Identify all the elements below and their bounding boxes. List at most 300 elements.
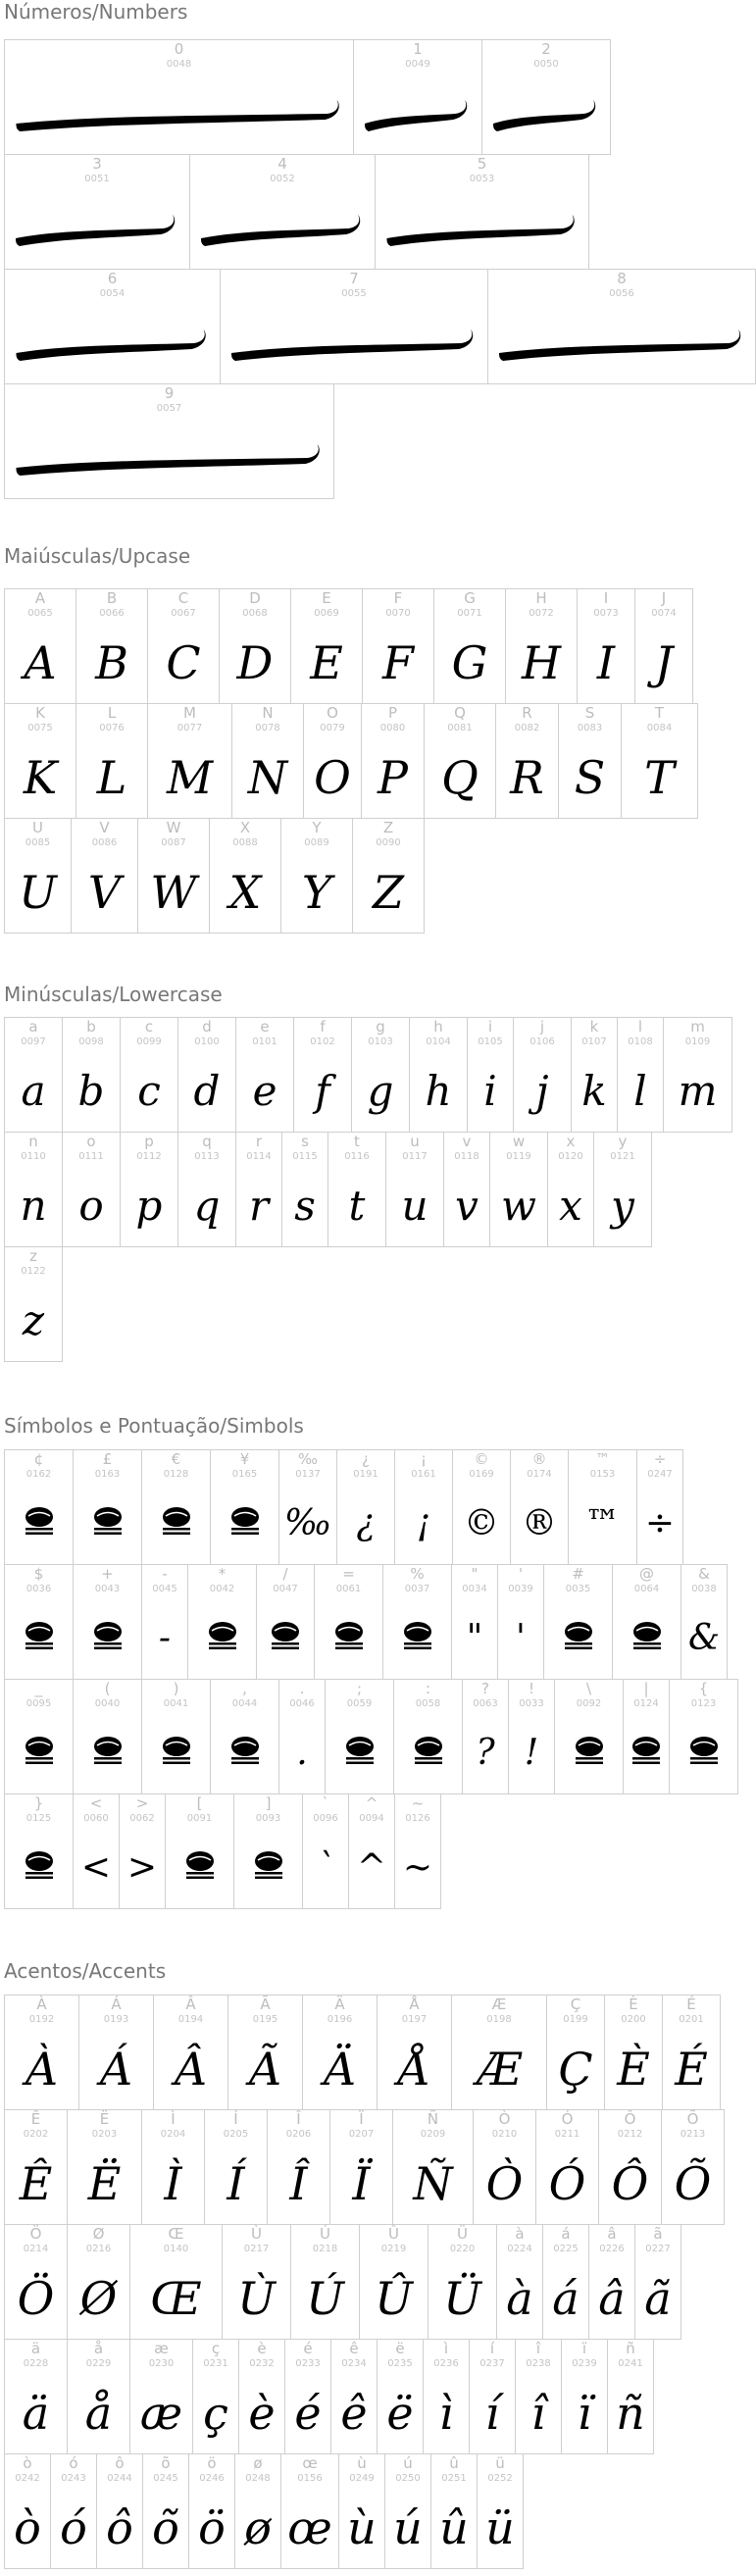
glyph-cell: [4, 269, 221, 384]
glyph-char-label: ¢: [33, 1450, 44, 1468]
glyph-sample: ‰: [283, 1503, 332, 1543]
glyph-sample: R: [510, 751, 544, 804]
glyph-row: [4, 818, 697, 933]
glyph-cell: [558, 703, 622, 819]
glyph-cell: [336, 1449, 395, 1565]
glyph-char-label: g: [376, 1018, 385, 1035]
missing-glyph-badge-icon: [630, 1619, 664, 1652]
glyph-cell: [278, 1679, 326, 1794]
glyph-cell: [593, 1132, 652, 1247]
glyph-code-label: 0105: [478, 1036, 503, 1047]
glyph-cell: [129, 2339, 193, 2454]
glyph-sample: ': [516, 1618, 526, 1658]
glyph-sample: Ï: [352, 2157, 371, 2210]
glyph-code-label: 0118: [454, 1151, 479, 1162]
glyph-code-label: 0053: [469, 174, 495, 184]
glyph-sample: Ç: [558, 2043, 593, 2096]
glyph-sample: ó: [60, 2501, 87, 2554]
glyph-char-label: F: [393, 589, 403, 607]
glyph-code-label: 0078: [255, 723, 280, 733]
glyph-code-label: 0206: [285, 2129, 312, 2140]
glyph-code-label: 0077: [176, 723, 203, 733]
glyph-sample: B: [95, 636, 128, 689]
glyph-sample: [190, 188, 375, 269]
glyph-char-label: Œ: [168, 2225, 184, 2243]
glyph-char-label: è: [257, 2340, 267, 2357]
glyph-sample: P: [378, 751, 408, 804]
missing-glyph-badge-icon: [573, 1734, 606, 1767]
swash-glyph: [14, 438, 325, 478]
section-title: Maiúsculas/Upcase: [4, 544, 191, 568]
glyph-code-label: 0209: [420, 2129, 446, 2140]
glyph-row: [4, 1564, 737, 1679]
glyph-cell: [141, 1564, 188, 1680]
glyph-char-label: Ú: [320, 2225, 330, 2243]
glyph-char-label: œ: [302, 2454, 318, 2472]
glyph-cell: [543, 1564, 613, 1680]
glyph-cell: [227, 1995, 303, 2110]
glyph-code-label: 0075: [27, 723, 53, 733]
glyph-code-label: 0082: [514, 723, 540, 733]
glyph-char-label: n: [28, 1133, 38, 1150]
glyph-cell: [71, 818, 138, 934]
glyph-char-label: Ü: [457, 2225, 468, 2243]
glyph-cell: [234, 2453, 281, 2569]
glyph-cell: [443, 1132, 490, 1247]
glyph-char-label: r: [255, 1133, 263, 1150]
glyph-cell: [188, 2453, 235, 2569]
glyph-sample: e: [252, 1067, 277, 1115]
swash-glyph: [199, 209, 366, 248]
glyph-code-label: 0057: [156, 403, 182, 414]
glyph-char-label: ;: [356, 1680, 363, 1697]
glyph-code-label: 0224: [507, 2244, 532, 2254]
glyph-code-label: 0233: [295, 2358, 321, 2369]
glyph-sample: Q: [441, 751, 479, 804]
glyph-code-label: 0192: [28, 2014, 55, 2025]
swash-glyph: [229, 324, 479, 363]
glyph-sample: Z: [373, 866, 404, 919]
glyph-sample: &: [687, 1618, 721, 1658]
glyph-sample: œ: [287, 2501, 332, 2554]
glyph-char-label: +: [101, 1565, 114, 1583]
glyph-sample: H: [521, 636, 562, 689]
glyph-char-label: ø: [253, 2454, 263, 2472]
glyph-cell: [663, 1017, 732, 1133]
glyph-sample: z: [22, 1296, 45, 1344]
glyph-char-label: T: [654, 704, 665, 722]
glyph-sample: j: [535, 1067, 549, 1115]
glyph-char-label: Æ: [491, 1995, 507, 2013]
glyph-code-label: 0237: [479, 2358, 505, 2369]
glyph-cell: [680, 1564, 728, 1680]
swash-stroke: [16, 444, 319, 476]
glyph-sample: J: [654, 636, 674, 689]
glyph-cell: [634, 2224, 681, 2340]
glyph-sample: ã: [644, 2272, 672, 2325]
glyph-code-label: 0091: [186, 1813, 213, 1824]
glyph-code-label: 0245: [153, 2473, 178, 2484]
glyph-code-label: 0115: [292, 1151, 318, 1162]
glyph-sample: y: [611, 1182, 634, 1230]
glyph-char-label: Q: [454, 704, 466, 722]
section-title: Números/Numbers: [4, 0, 188, 24]
glyph-sample: ÷: [644, 1503, 676, 1543]
glyph-char-label: Ê: [30, 2110, 41, 2128]
glyph-cell: [546, 1995, 605, 2110]
swash-glyph: [491, 94, 601, 133]
glyph-code-label: 0236: [433, 2358, 459, 2369]
glyph-cell: [352, 818, 425, 934]
glyph-sample: M: [166, 751, 214, 804]
glyph-sample: [5, 74, 353, 154]
glyph-cell: [473, 2109, 536, 2225]
glyph-row: [4, 703, 697, 818]
glyph-cell: [76, 588, 148, 704]
missing-glyph-badge-icon: [401, 1619, 434, 1652]
glyph-char-label: í: [489, 2340, 495, 2357]
glyph-code-label: 0096: [313, 1813, 338, 1824]
glyph-cell: [329, 2109, 393, 2225]
glyph-sample: [5, 188, 189, 269]
glyph-sample: è: [248, 2387, 276, 2440]
glyph-code-label: 0059: [346, 1698, 373, 1709]
glyph-code-label: 0044: [231, 1698, 258, 1709]
swash-glyph: [363, 94, 473, 133]
glyph-code-label: 0058: [415, 1698, 441, 1709]
glyph-char-label: 1: [413, 40, 423, 58]
glyph-code-label: 0069: [314, 608, 339, 619]
glyph-char-label: (: [104, 1680, 111, 1697]
glyph-char-label: 9: [164, 384, 175, 402]
glyph-char-label: e: [260, 1018, 270, 1035]
glyph-sample: N: [247, 751, 288, 804]
glyph-cell: [187, 1564, 257, 1680]
glyph-code-label: 0244: [107, 2473, 132, 2484]
glyph-cell: [256, 1564, 315, 1680]
glyph-sample: E: [310, 636, 343, 689]
glyph-code-label: 0239: [572, 2358, 597, 2369]
glyph-code-label: 0033: [519, 1698, 544, 1709]
glyph-char-label: 3: [92, 155, 102, 173]
glyph-sample: Í: [227, 2157, 245, 2210]
glyph-code-label: 0216: [85, 2244, 112, 2254]
glyph-code-label: 0225: [553, 2244, 579, 2254]
glyph-sample: í: [484, 2387, 500, 2440]
glyph-code-label: 0232: [249, 2358, 275, 2369]
glyph-code-label: 0243: [61, 2473, 86, 2484]
glyph-sample: k: [581, 1067, 607, 1115]
swash-glyph: [14, 94, 344, 133]
glyph-sample: Ì: [164, 2157, 182, 2210]
glyph-code-label: 0205: [223, 2129, 249, 2140]
glyph-char-label: ë: [395, 2340, 405, 2357]
glyph-sample: õ: [152, 2501, 179, 2554]
glyph-row: [4, 2109, 724, 2224]
glyph-cell: [177, 1017, 236, 1133]
glyph-sample: Ñ: [413, 2157, 453, 2210]
glyph-sample: [221, 303, 487, 383]
glyph-code-label: 0035: [565, 1584, 591, 1594]
glyph-char-label: -: [162, 1565, 168, 1583]
glyph-sample: <: [80, 1847, 112, 1888]
glyph-sample: Ú: [306, 2272, 344, 2325]
glyph-sample: ü: [485, 2501, 515, 2554]
glyph-char-label: q: [202, 1133, 212, 1150]
glyph-char-label: ¡: [420, 1450, 427, 1468]
glyph-cell: [284, 2339, 331, 2454]
glyph-cell: [535, 2109, 599, 2225]
glyph-sample: Ã: [248, 2043, 282, 2096]
glyph-row: [4, 2339, 724, 2453]
glyph-char-label: à: [515, 2225, 525, 2243]
glyph-cell: [661, 2109, 725, 2225]
glyph-char-label: P: [387, 704, 398, 722]
glyph-code-label: 0047: [273, 1584, 298, 1594]
glyph-cell: [623, 1679, 670, 1794]
glyph-char-label: #: [572, 1565, 584, 1583]
glyph-code-label: 0099: [136, 1036, 162, 1047]
glyph-sample: m: [678, 1067, 718, 1115]
section-title: Símbolos e Pontuação/Simbols: [4, 1414, 304, 1438]
glyph-code-label: 0116: [344, 1151, 370, 1162]
glyph-sample: Õ: [674, 2157, 712, 2210]
glyph-sample: I: [596, 636, 616, 689]
glyph-cell: [290, 588, 363, 704]
glyph-cell: [120, 1017, 178, 1133]
swash-stroke: [16, 215, 175, 246]
missing-glyph-badge-icon: [91, 1619, 125, 1652]
glyph-code-label: 0201: [679, 2014, 704, 2025]
glyph-code-label: 0081: [447, 723, 473, 733]
glyph-code-label: 0203: [91, 2129, 118, 2140]
glyph-sample: d: [193, 1067, 221, 1115]
glyph-sample: ö: [198, 2501, 226, 2554]
glyph-cell: [281, 1132, 328, 1247]
glyph-code-label: 0119: [506, 1151, 531, 1162]
glyph-sample: h: [425, 1067, 452, 1115]
glyph-sample: â: [598, 2272, 626, 2325]
glyph-char-label: V: [99, 819, 110, 836]
glyph-code-label: 0124: [633, 1698, 659, 1709]
glyph-code-label: 0066: [99, 608, 125, 619]
glyph-cell: [481, 39, 611, 155]
glyph-code-label: 0110: [21, 1151, 46, 1162]
glyph-code-label: 0041: [163, 1698, 189, 1709]
glyph-sample: Ö: [17, 2272, 55, 2325]
glyph-code-label: 0126: [405, 1813, 430, 1824]
glyph-code-label: 0097: [21, 1036, 46, 1047]
glyph-sample: ä: [22, 2387, 50, 2440]
glyph-sample: û: [439, 2501, 469, 2554]
glyph-char-label: {: [698, 1680, 709, 1697]
glyph-code-label: 0086: [91, 837, 118, 848]
glyph-cell: [177, 1132, 236, 1247]
glyph-char-label: d: [202, 1018, 212, 1035]
glyph-cell: [505, 588, 578, 704]
glyph-code-label: 0103: [368, 1036, 393, 1047]
glyph-cell: [497, 1564, 544, 1680]
glyph-char-label: ù: [357, 2454, 367, 2472]
glyph-code-label: 0093: [255, 1813, 281, 1824]
glyph-sample: K: [23, 751, 58, 804]
glyph-code-label: 0074: [651, 608, 677, 619]
glyph-code-label: 0248: [245, 2473, 271, 2484]
glyph-char-label: Ò: [498, 2110, 511, 2128]
glyph-char-label: 7: [349, 270, 359, 287]
glyph-cell: [4, 2339, 68, 2454]
glyph-sample: O: [314, 751, 351, 804]
swash-stroke: [231, 329, 473, 361]
glyph-code-label: 0193: [103, 2014, 129, 2025]
glyph-code-label: 0128: [163, 1469, 189, 1480]
glyph-char-label: %: [410, 1565, 425, 1583]
glyph-char-label: â: [607, 2225, 617, 2243]
missing-glyph-badge-icon: [23, 1734, 56, 1767]
glyph-code-label: 0198: [486, 2014, 512, 2025]
glyph-cell: [382, 1564, 452, 1680]
glyph-char-label: 6: [107, 270, 118, 287]
glyph-char-label: :: [425, 1680, 431, 1697]
glyph-code-label: 0214: [23, 2244, 49, 2254]
glyph-char-label: å: [93, 2340, 104, 2357]
glyph-char-label: R: [522, 704, 532, 722]
glyph-code-label: 0200: [621, 2014, 646, 2025]
glyph-char-label: á: [561, 2225, 571, 2243]
glyph-sample: [482, 74, 610, 154]
glyph-cell: [141, 2109, 205, 2225]
glyph-char-label: Y: [312, 819, 322, 836]
glyph-code-label: 0196: [327, 2014, 353, 2025]
glyph-code-label: 0046: [289, 1698, 315, 1709]
glyph-sample: x: [559, 1182, 582, 1230]
glyph-cell: [4, 1995, 79, 2110]
glyph-cell: [278, 1449, 337, 1565]
glyph-cell: [393, 1679, 463, 1794]
glyph-cell: [220, 269, 488, 384]
missing-glyph-badge-icon: [91, 1734, 125, 1767]
glyph-code-label: 0049: [405, 59, 430, 70]
glyph-cell: [495, 703, 559, 819]
glyph-grid: [4, 1017, 731, 1361]
glyph-cell: [290, 2224, 360, 2340]
glyph-code-label: 0219: [380, 2244, 407, 2254]
glyph-cell: [293, 1017, 352, 1133]
glyph-code-label: 0106: [529, 1036, 555, 1047]
glyph-code-label: 0095: [25, 1698, 52, 1709]
glyph-code-label: 0242: [15, 2473, 40, 2484]
glyph-char-label: ö: [207, 2454, 217, 2472]
glyph-cell: [351, 1017, 410, 1133]
glyph-cell: [73, 1679, 142, 1794]
glyph-cell: [451, 1564, 498, 1680]
glyph-grid: [4, 588, 697, 933]
glyph-char-label: \: [585, 1680, 592, 1697]
glyph-sample: L: [96, 751, 127, 804]
glyph-cell: [423, 2339, 470, 2454]
glyph-sample: [5, 418, 333, 498]
glyph-cell: [4, 1793, 74, 1909]
glyph-char-label: Ù: [251, 2225, 262, 2243]
glyph-cell: [636, 1449, 683, 1565]
glyph-code-label: 0043: [94, 1584, 121, 1594]
glyph-sample: Ó: [548, 2157, 586, 2210]
glyph-char-label: _: [34, 1680, 43, 1697]
glyph-sample: ø: [244, 2501, 272, 2554]
glyph-char-label: Ï: [359, 2110, 364, 2128]
glyph-sample: [376, 188, 588, 269]
glyph-code-label: 0207: [348, 2129, 375, 2140]
glyph-char-label: ú: [403, 2454, 413, 2472]
glyph-char-label: €: [171, 1450, 181, 1468]
glyph-cell: [607, 2339, 654, 2454]
glyph-char-label: 5: [477, 155, 487, 173]
glyph-sample: !: [524, 1733, 539, 1773]
glyph-code-label: 0054: [99, 288, 126, 299]
glyph-code-label: 0226: [599, 2244, 625, 2254]
glyph-sample: [354, 74, 481, 154]
glyph-char-label: ™: [595, 1450, 610, 1468]
glyph-code-label: 0087: [161, 837, 186, 848]
glyph-cell: [238, 2339, 285, 2454]
glyph-char-label: f: [320, 1018, 326, 1035]
glyph-sample: A: [24, 636, 57, 689]
glyph-sample: Y: [301, 866, 332, 919]
glyph-sample: p: [135, 1182, 163, 1230]
glyph-char-label: É: [686, 1995, 696, 2013]
glyph-cell: [189, 154, 376, 270]
glyph-code-label: 0217: [243, 2244, 270, 2254]
glyph-row: [4, 1246, 731, 1361]
glyph-row: [4, 2453, 724, 2568]
glyph-code-label: 0114: [246, 1151, 272, 1162]
glyph-code-label: 0249: [349, 2473, 375, 2484]
glyph-cell: [547, 1132, 594, 1247]
glyph-code-label: 0045: [152, 1584, 177, 1594]
glyph-code-label: 0071: [457, 608, 482, 619]
glyph-code-label: 0065: [27, 608, 53, 619]
glyph-char-label: Z: [382, 819, 394, 836]
glyph-cell: [496, 2224, 543, 2340]
glyph-sample: Æ: [476, 2043, 523, 2096]
glyph-char-label: Í: [233, 2110, 238, 2128]
glyph-cell: [4, 383, 334, 499]
glyph-char-label: 4: [277, 155, 287, 173]
glyph-sample: t: [348, 1182, 366, 1230]
missing-glyph-badge-icon: [160, 1734, 193, 1767]
glyph-sample: v: [455, 1182, 479, 1230]
missing-glyph-badge-icon: [23, 1619, 56, 1652]
swash-glyph: [497, 324, 746, 363]
glyph-sample: Û: [375, 2272, 413, 2325]
glyph-cell: [141, 1679, 211, 1794]
glyph-code-label: 0092: [576, 1698, 602, 1709]
glyph-sample: >: [126, 1847, 158, 1888]
glyph-code-label: 0251: [441, 2473, 467, 2484]
glyph-code-label: 0111: [78, 1151, 104, 1162]
glyph-code-label: 0238: [526, 2358, 551, 2369]
missing-glyph-badge-icon: [562, 1619, 595, 1652]
glyph-cell: [568, 1449, 637, 1565]
glyph-sample: G: [451, 636, 488, 689]
glyph-code-label: 0122: [21, 1266, 46, 1277]
glyph-code-label: 0191: [353, 1469, 378, 1480]
glyph-code-label: 0036: [25, 1584, 52, 1594]
glyph-sample: Á: [99, 2043, 133, 2096]
glyph-cell: [4, 2453, 51, 2569]
glyph-char-label: 8: [617, 270, 627, 287]
glyph-sample: s: [294, 1182, 316, 1230]
